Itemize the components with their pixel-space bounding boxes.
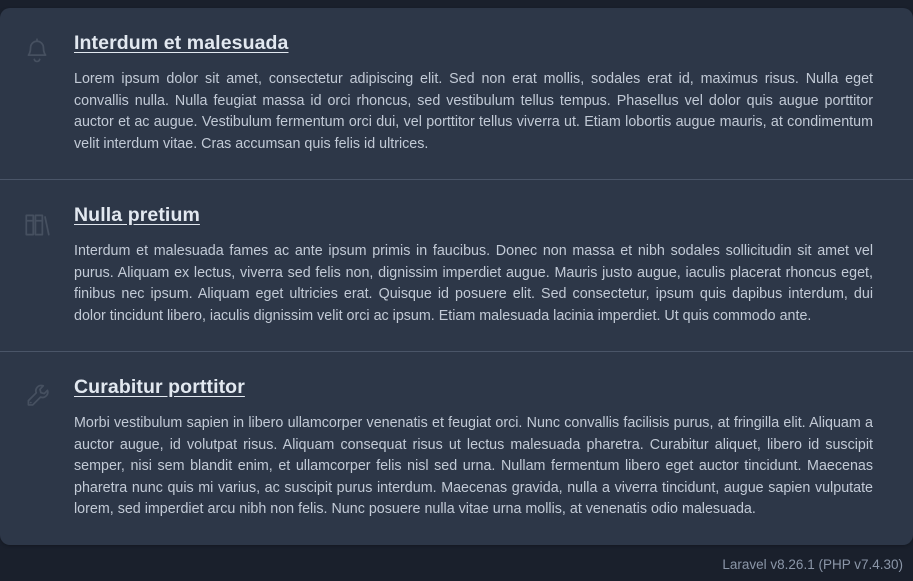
- section-title-link[interactable]: Nulla pretium: [74, 204, 200, 226]
- section-content: [74, 204, 875, 327]
- bell-icon: [24, 38, 50, 68]
- section-body-text: Lorem ipsum dolor sit amet, consectetur adipiscing elit. Sed non erat mollis, sodales erat id, maximus risus. Nulla eget convallis nulla. Nulla feugiat massa id orci rhoncus, sed vestibulum tellus tempus. Phasellus vel dolor quis augue porttitor auctor et ac augue. Vestibulum fermentum orci dui, vel porttitor tellus viverra ut. Etiam lobortis augue mauris, at condimentum velit interdum vitae. Cras accumsan quis felis id ultrices.: [74, 71, 873, 152]
- section-content: [74, 32, 875, 155]
- section-title-link[interactable]: Interdum et malesuada: [74, 32, 289, 54]
- section-icon-container: [0, 204, 74, 240]
- section-nulla-pretium: [0, 179, 913, 351]
- section-curabitur-porttitor: [0, 351, 913, 545]
- wrench-icon: [24, 382, 50, 412]
- section-icon-container: [0, 376, 74, 412]
- section-body-text: Interdum et malesuada fames ac ante ipsum primis in faucibus. Donec non massa et nibh sodales sollicitudin sit amet vel purus. Aliquam ex lectus, viverra sed felis non, dignissim imperdiet augue. Mauris justo augue, iaculis placerat rhoncus eget, finibus nec ipsum. Aliquam eget ultricies erat. Quisque id posuere elit. Sed consectetur, ipsum quis dapibus interdum, dui dolor tincidunt libero, iaculis dignissim velit orci ac ipsum. Etiam malesuada lacinia imperdiet. Ut quis commodo ante.: [74, 243, 873, 324]
- section-title-link[interactable]: Curabitur porttitor: [74, 376, 245, 398]
- library-icon: [23, 210, 51, 240]
- section-content: [74, 376, 875, 521]
- section-icon-container: [0, 32, 74, 68]
- section-body-text: Morbi vestibulum sapien in libero ullamcorper venenatis et feugiat orci. Nunc convallis facilisis purus, at fringilla elit. Aliquam a auctor augue, id volutpat risus. Aliquam consequat risus ut lectus malesuada pharetra. Curabitur aliquet, libero id suscipit semper, nisi sem blandit enim, et ullamcorper felis nisl sed urna. Nullam fermentum libero eget auctor tincidunt. Maecenas pharetra nunc quis mi varius, ac suscipit purus interdum. Maecenas gravida, nulla a viverra tincidunt, augue sapien vulputate lorem, sed imperdiet arcu nibh non felis. Nunc posuere nulla vitae urna mollis, at venenatis odio malesuada.: [74, 415, 873, 517]
- content-card: [0, 8, 913, 545]
- section-interdum-et-malesuada: [0, 8, 913, 179]
- footer-version: Laravel v8.26.1 (PHP v7.4.30): [722, 557, 903, 572]
